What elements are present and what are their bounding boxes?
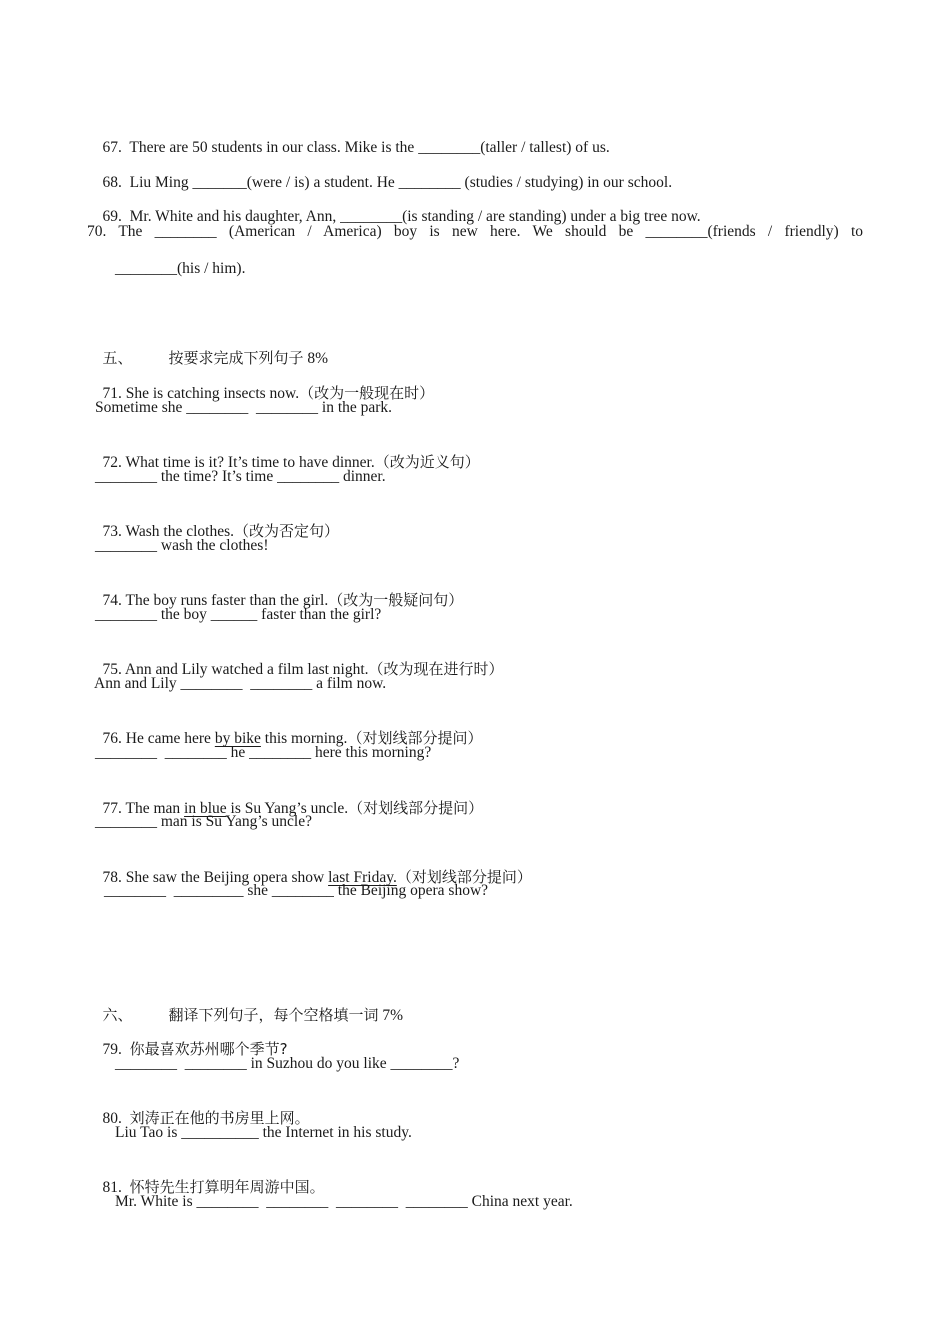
question-text-tail: is Su Yang’s uncle. [226, 800, 349, 817]
question-text-tail: this morning. [260, 730, 348, 747]
question-text: The man [125, 800, 185, 817]
question-70-word: is [429, 223, 440, 240]
question-70-word: ________ [154, 223, 217, 240]
answer-77: ________ man is Su Yang’s uncle? [95, 813, 312, 830]
question-instruction: （改为近义句） [374, 453, 480, 471]
section-5-percent: 8% [307, 350, 329, 367]
underlined-phrase: last Friday. [328, 869, 397, 886]
question-70-word: (American [228, 223, 296, 240]
question-text: Ann and Lily watched a film last night. [124, 661, 369, 678]
section-5-mark: 五、 [102, 349, 133, 367]
question-70-line-1 [87, 222, 863, 242]
question-number: 69. [102, 208, 122, 225]
chinese-sentence: 刘涛正在他的书房里上网。 [129, 1109, 310, 1127]
question-70-word: The [118, 223, 143, 240]
question-instruction: （改为否定句） [234, 522, 340, 540]
answer-74: ________ the boy ______ faster than the girl? [95, 606, 382, 623]
question-number: 75. [102, 661, 122, 678]
question-text: Wash the clothes. [125, 523, 234, 540]
question-70-word: friendly) [784, 223, 839, 240]
question-70-word: be [618, 223, 634, 240]
question-number: 81. [102, 1179, 122, 1196]
question-instruction: （改为现在进行时） [368, 660, 504, 678]
answer-79: ________ ________ in Suzhou do you like ________? [115, 1055, 460, 1072]
question-text: There are 50 students in our class. Mike is the ________(taller / tallest) of us. [129, 139, 610, 156]
question-instruction: （对划线部分提问） [348, 799, 484, 817]
question-number: 73. [102, 523, 122, 540]
answer-71: Sometime she ________ ________ in the park. [95, 399, 393, 416]
question-70-word: here. [490, 223, 521, 240]
question-number: 77. [102, 800, 122, 817]
answer-76: ________ ________ he ________ here this morning? [95, 744, 432, 761]
question-instruction: （改为一般现在时） [299, 384, 435, 402]
section-6-mark: 六、 [102, 1006, 133, 1024]
question-number: 76. [102, 730, 122, 747]
question-70-word: new [451, 223, 478, 240]
question-number: 78. [102, 869, 122, 886]
question-70-word: We [532, 223, 553, 240]
section-6-percent: 7% [382, 1007, 404, 1024]
section-6-title: 翻译下列句子，每个空格填一词 [168, 1006, 379, 1024]
question-number: 68. [102, 174, 122, 191]
question-70-word: should [565, 223, 607, 240]
answer-75: Ann and Lily ________ ________ a film now. [94, 675, 387, 692]
question-70-line-2: ________(his / him). [115, 260, 246, 277]
chinese-sentence: 你最喜欢苏州哪个季节? [129, 1040, 288, 1058]
question-70-word: / [307, 223, 312, 240]
section-5-title: 按要求完成下列句子 [168, 349, 304, 367]
answer-78: ________ _________ she ________ the Beijing opera show? [104, 882, 489, 899]
underlined-phrase: in blue [184, 800, 227, 817]
question-number: 71. [102, 385, 122, 402]
answer-73: ________ wash the clothes! [95, 537, 269, 554]
question-instruction: （改为一般疑问句） [328, 591, 464, 609]
question-number: 72. [102, 454, 122, 471]
question-70-word: to [850, 223, 863, 240]
question-text: The boy runs faster than the girl. [125, 592, 329, 609]
question-instruction: （对划线部分提问） [347, 729, 483, 747]
question-instruction: （对划线部分提问） [396, 868, 532, 886]
question-70-word: America) [323, 223, 382, 240]
question-number: 80. [102, 1110, 122, 1127]
chinese-sentence: 怀特先生打算明年周游中国。 [129, 1178, 325, 1196]
question-text: He came here [125, 730, 215, 747]
underlined-phrase: by bike [214, 730, 261, 747]
answer-81: Mr. White is ________ ________ ________ ________ China next year. [115, 1193, 573, 1210]
question-number: 70. [87, 223, 107, 240]
answer-80: Liu Tao is __________ the Internet in his study. [115, 1124, 412, 1141]
question-text: She is catching insects now. [125, 385, 300, 402]
question-70-word: / [767, 223, 773, 240]
answer-72: ________ the time? It’s time ________ dinner. [95, 468, 386, 485]
question-70-word: ________(friends [645, 223, 756, 240]
question-text: She saw the Beijing opera show [125, 869, 329, 886]
question-number: 67. [102, 139, 122, 156]
question-text: What time is it? It’s time to have dinner. [125, 454, 375, 471]
question-70-word: boy [393, 223, 418, 240]
question-number: 74. [102, 592, 122, 609]
question-number: 79. [102, 1041, 122, 1058]
question-text: Mr. White and his daughter, Ann, ________(is standing / are standing) under a big tree now. [129, 208, 701, 225]
question-text: Liu Ming _______(were / is) a student. He ________ (studies / studying) in our school. [129, 174, 673, 191]
